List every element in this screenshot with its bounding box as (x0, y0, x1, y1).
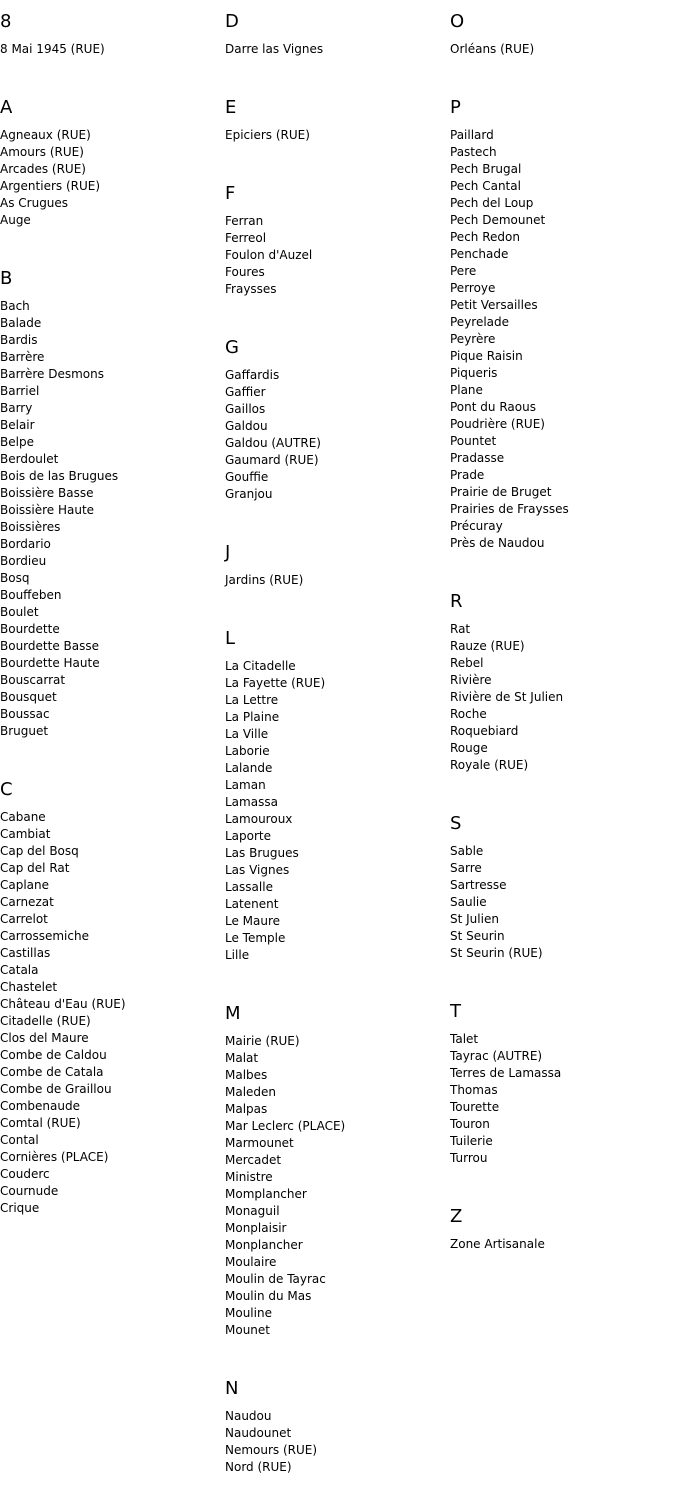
letter-section-s (450, 802, 675, 990)
street-name: Rebel (450, 656, 484, 670)
street-name: Castillas (0, 946, 51, 960)
street-name: Laporte (225, 829, 272, 843)
street-name: Pastech (450, 145, 497, 159)
street-name: Galdou (225, 419, 268, 433)
street-name: Paillard (450, 128, 494, 142)
street-name: Mounet (225, 1323, 270, 1337)
street-name: Sartresse (450, 878, 507, 892)
street-name: Bourdette Haute (0, 656, 100, 670)
letter-heading: 8 (0, 11, 12, 32)
street-name: Barrère Desmons (0, 367, 104, 381)
letter-section-d (225, 0, 450, 86)
street-name: Balade (0, 316, 42, 330)
street-name: St Seurin (RUE) (450, 946, 543, 960)
street-name: Cornières (PLACE) (0, 1150, 109, 1164)
street-name: Malbes (225, 1068, 268, 1082)
letter-heading: M (225, 1003, 241, 1024)
street-name: Bouscarrat (0, 673, 66, 687)
letter-section-o (450, 0, 675, 86)
street-name: Roche (450, 707, 487, 721)
street-name: Foulon d'Auzel (225, 248, 313, 262)
street-name: Naudounet (225, 1426, 292, 1440)
street-name: Arcades (RUE) (0, 162, 86, 176)
street-name: Bouffeben (0, 588, 62, 602)
letter-heading: S (450, 813, 462, 834)
street-name: Plane (450, 383, 483, 397)
street-name: Contal (0, 1133, 39, 1147)
street-name: Penchade (450, 247, 509, 261)
street-name: Combe de Graillou (0, 1082, 112, 1096)
street-name: Boussac (0, 707, 50, 721)
street-name: Maleden (225, 1085, 277, 1099)
letter-heading: G (225, 337, 239, 358)
street-name: Nemours (RUE) (225, 1443, 318, 1457)
street-name: St Seurin (450, 929, 505, 943)
street-name: Le Temple (225, 931, 286, 945)
street-name: Pere (450, 264, 477, 278)
street-name: Sable (450, 844, 484, 858)
street-name: Cap del Bosq (0, 844, 79, 858)
street-name: Rauze (RUE) (450, 639, 525, 653)
letter-section-c (0, 768, 225, 1245)
letter-section-b (0, 257, 225, 768)
street-name: Epiciers (RUE) (225, 128, 310, 142)
street-name: Pech Demounet (450, 213, 546, 227)
street-name: Latenent (225, 897, 279, 911)
street-name: Rouge (450, 741, 488, 755)
street-name: La Plaine (225, 710, 280, 724)
street-name: Tourette (450, 1100, 500, 1114)
street-name: Jardins (RUE) (225, 573, 304, 587)
street-name: Terres de Lamassa (450, 1066, 562, 1080)
street-name: Ministre (225, 1170, 273, 1184)
street-name: Pountet (450, 434, 497, 448)
letter-heading: N (225, 1378, 239, 1399)
street-name: Précuray (450, 519, 503, 533)
street-name: Chastelet (0, 980, 58, 994)
street-name: Citadelle (RUE) (0, 1014, 91, 1028)
letter-section-l (225, 617, 450, 992)
street-name: Gouffie (225, 470, 269, 484)
street-name: Mercadet (225, 1153, 282, 1167)
street-name: Ferran (225, 214, 264, 228)
letter-section-8 (0, 0, 225, 86)
letter-heading: D (225, 11, 239, 32)
street-name: Lalande (225, 761, 273, 775)
street-name: Prairies de Fraysses (450, 502, 569, 516)
street-name: Gaffier (225, 385, 266, 399)
street-name: Bordario (0, 537, 51, 551)
street-name: Royale (RUE) (450, 758, 529, 772)
street-name: Las Vignes (225, 863, 290, 877)
street-name: Orléans (RUE) (450, 42, 535, 56)
street-name: Pont du Raous (450, 400, 536, 414)
letter-heading: R (450, 591, 463, 612)
street-name: Catala (0, 963, 39, 977)
street-name: Belpe (0, 435, 34, 449)
street-name: Lassalle (225, 880, 273, 894)
street-name: Bordieu (0, 554, 47, 568)
street-name: Saulie (450, 895, 487, 909)
street-name: Comtal (RUE) (0, 1116, 81, 1130)
street-name: Poudrière (RUE) (450, 417, 545, 431)
street-name: Le Maure (225, 914, 281, 928)
street-name: Gaumard (RUE) (225, 453, 319, 467)
street-name: Pech Cantal (450, 179, 521, 193)
street-name: Bruguet (0, 724, 49, 738)
street-name: Près de Naudou (450, 536, 545, 550)
letter-heading: C (0, 779, 13, 800)
letter-heading: F (225, 183, 236, 204)
street-name: Granjou (225, 487, 273, 501)
street-name: Galdou (AUTRE) (225, 436, 321, 450)
street-name: Tayrac (AUTRE) (450, 1049, 543, 1063)
street-name: Malat (225, 1051, 259, 1065)
street-name: Las Brugues (225, 846, 299, 860)
letter-heading: A (0, 97, 13, 118)
street-name: Boulet (0, 605, 39, 619)
street-name: Bach (0, 299, 30, 313)
letter-section-g (225, 326, 450, 531)
street-name: Peyrelade (450, 315, 510, 329)
street-name: Gaillos (225, 402, 266, 416)
street-name: Bourdette Basse (0, 639, 99, 653)
street-name: Clos del Maure (0, 1031, 89, 1045)
street-name: Carrelot (0, 912, 48, 926)
street-name: Pech Redon (450, 230, 520, 244)
street-name: Cournude (0, 1184, 59, 1198)
letter-section-p (450, 86, 675, 580)
street-name: Château d'Eau (RUE) (0, 997, 126, 1011)
letter-section-f (225, 172, 450, 326)
street-name: Pradasse (450, 451, 505, 465)
letter-section-m (225, 992, 450, 1367)
street-name: Piqueris (450, 366, 498, 380)
street-name: Naudou (225, 1409, 272, 1423)
street-name: Combe de Catala (0, 1065, 104, 1079)
street-name: Combenaude (0, 1099, 80, 1113)
street-name: Fraysses (225, 282, 277, 296)
street-name: La Ville (225, 727, 269, 741)
letter-heading: P (450, 97, 461, 118)
street-name: Malpas (225, 1102, 268, 1116)
street-name: Moulin de Tayrac (225, 1272, 326, 1286)
street-name: Petit Versailles (450, 298, 538, 312)
street-name: Barriel (0, 384, 40, 398)
street-name: Caplane (0, 878, 50, 892)
street-name: Laborie (225, 744, 270, 758)
street-name: Monplancher (225, 1238, 303, 1252)
letter-heading: O (450, 11, 465, 32)
street-name: La Lettre (225, 693, 279, 707)
letter-section-a (0, 86, 225, 257)
street-name: Gaffardis (225, 368, 280, 382)
street-name: Rivière (450, 673, 492, 687)
letter-section-j (225, 531, 450, 617)
street-name: Mar Leclerc (PLACE) (225, 1119, 346, 1133)
street-name: Bardis (0, 333, 38, 347)
street-name: Prade (450, 468, 485, 482)
column-3 (450, 0, 675, 1281)
street-name: Tuilerie (450, 1134, 493, 1148)
street-name: Ferreol (225, 231, 267, 245)
street-name: Agneaux (RUE) (0, 128, 91, 142)
street-name: Lamassa (225, 795, 278, 809)
street-name: Peyrère (450, 332, 496, 346)
street-name: Turrou (450, 1151, 488, 1165)
street-name: Mouline (225, 1306, 272, 1320)
street-name: Amours (RUE) (0, 145, 84, 159)
street-name: Moulin du Mas (225, 1289, 312, 1303)
letter-section-t (450, 990, 675, 1195)
street-name: Nord (RUE) (225, 1460, 292, 1474)
street-name: Darre las Vignes (225, 42, 324, 56)
street-name: Bosq (0, 571, 30, 585)
street-name: 8 Mai 1945 (RUE) (0, 42, 105, 56)
street-name: Laman (225, 778, 266, 792)
street-name: Barry (0, 401, 33, 415)
street-name: Couderc (0, 1167, 50, 1181)
street-name: Belair (0, 418, 35, 432)
street-name: Prairie de Bruget (450, 485, 552, 499)
letter-heading: T (450, 1001, 461, 1022)
street-name: Berdoulet (0, 452, 59, 466)
street-name: Argentiers (RUE) (0, 179, 101, 193)
letter-section-e (225, 86, 450, 172)
street-name: St Julien (450, 912, 499, 926)
street-name: Sarre (450, 861, 482, 875)
letter-heading: J (225, 542, 231, 563)
street-name: La Fayette (RUE) (225, 676, 326, 690)
street-name: Cap del Rat (0, 861, 70, 875)
letter-heading: E (225, 97, 237, 118)
street-name: Bois de las Brugues (0, 469, 119, 483)
street-name: Pech Brugal (450, 162, 522, 176)
street-name: Boissière Basse (0, 486, 94, 500)
street-name: Monplaisir (225, 1221, 287, 1235)
street-name: As Crugues (0, 196, 69, 210)
letter-section-r (450, 580, 675, 802)
street-name: Touron (450, 1117, 490, 1131)
street-name: Crique (0, 1201, 40, 1215)
street-name: Boissières (0, 520, 61, 534)
street-name: Lille (225, 948, 250, 962)
street-name: Combe de Caldou (0, 1048, 107, 1062)
street-name: Talet (450, 1032, 479, 1046)
street-name: Momplancher (225, 1187, 307, 1201)
letter-heading: Z (450, 1206, 463, 1227)
street-name: Bousquet (0, 690, 57, 704)
street-name: Cabane (0, 810, 46, 824)
street-name: Pique Raisin (450, 349, 523, 363)
street-name: Carnezat (0, 895, 54, 909)
letter-heading: L (225, 628, 236, 649)
street-name: Mairie (RUE) (225, 1034, 300, 1048)
street-name: Rivière de St Julien (450, 690, 564, 704)
street-name: Marmounet (225, 1136, 294, 1150)
street-name: Roquebiard (450, 724, 519, 738)
street-name: Moulaire (225, 1255, 277, 1269)
street-name: Monaguil (225, 1204, 280, 1218)
street-name: Perroye (450, 281, 496, 295)
street-name: Auge (0, 213, 31, 227)
street-name: Zone Artisanale (450, 1237, 545, 1251)
letter-section-n (225, 1367, 450, 1504)
column-1 (0, 0, 225, 1245)
column-2 (225, 0, 450, 1504)
street-name: Carrossemiche (0, 929, 89, 943)
street-name: Barrère (0, 350, 45, 364)
street-name: Boissière Haute (0, 503, 95, 517)
street-name: Foures (225, 265, 265, 279)
letter-section-z (450, 1195, 675, 1281)
street-name: Thomas (450, 1083, 498, 1097)
street-name: Cambiat (0, 827, 51, 841)
street-name: Bourdette (0, 622, 60, 636)
street-name: Pech del Loup (450, 196, 534, 210)
letter-heading: B (0, 268, 13, 289)
street-name: La Citadelle (225, 659, 296, 673)
street-name: Lamouroux (225, 812, 293, 826)
street-name: Rat (450, 622, 471, 636)
